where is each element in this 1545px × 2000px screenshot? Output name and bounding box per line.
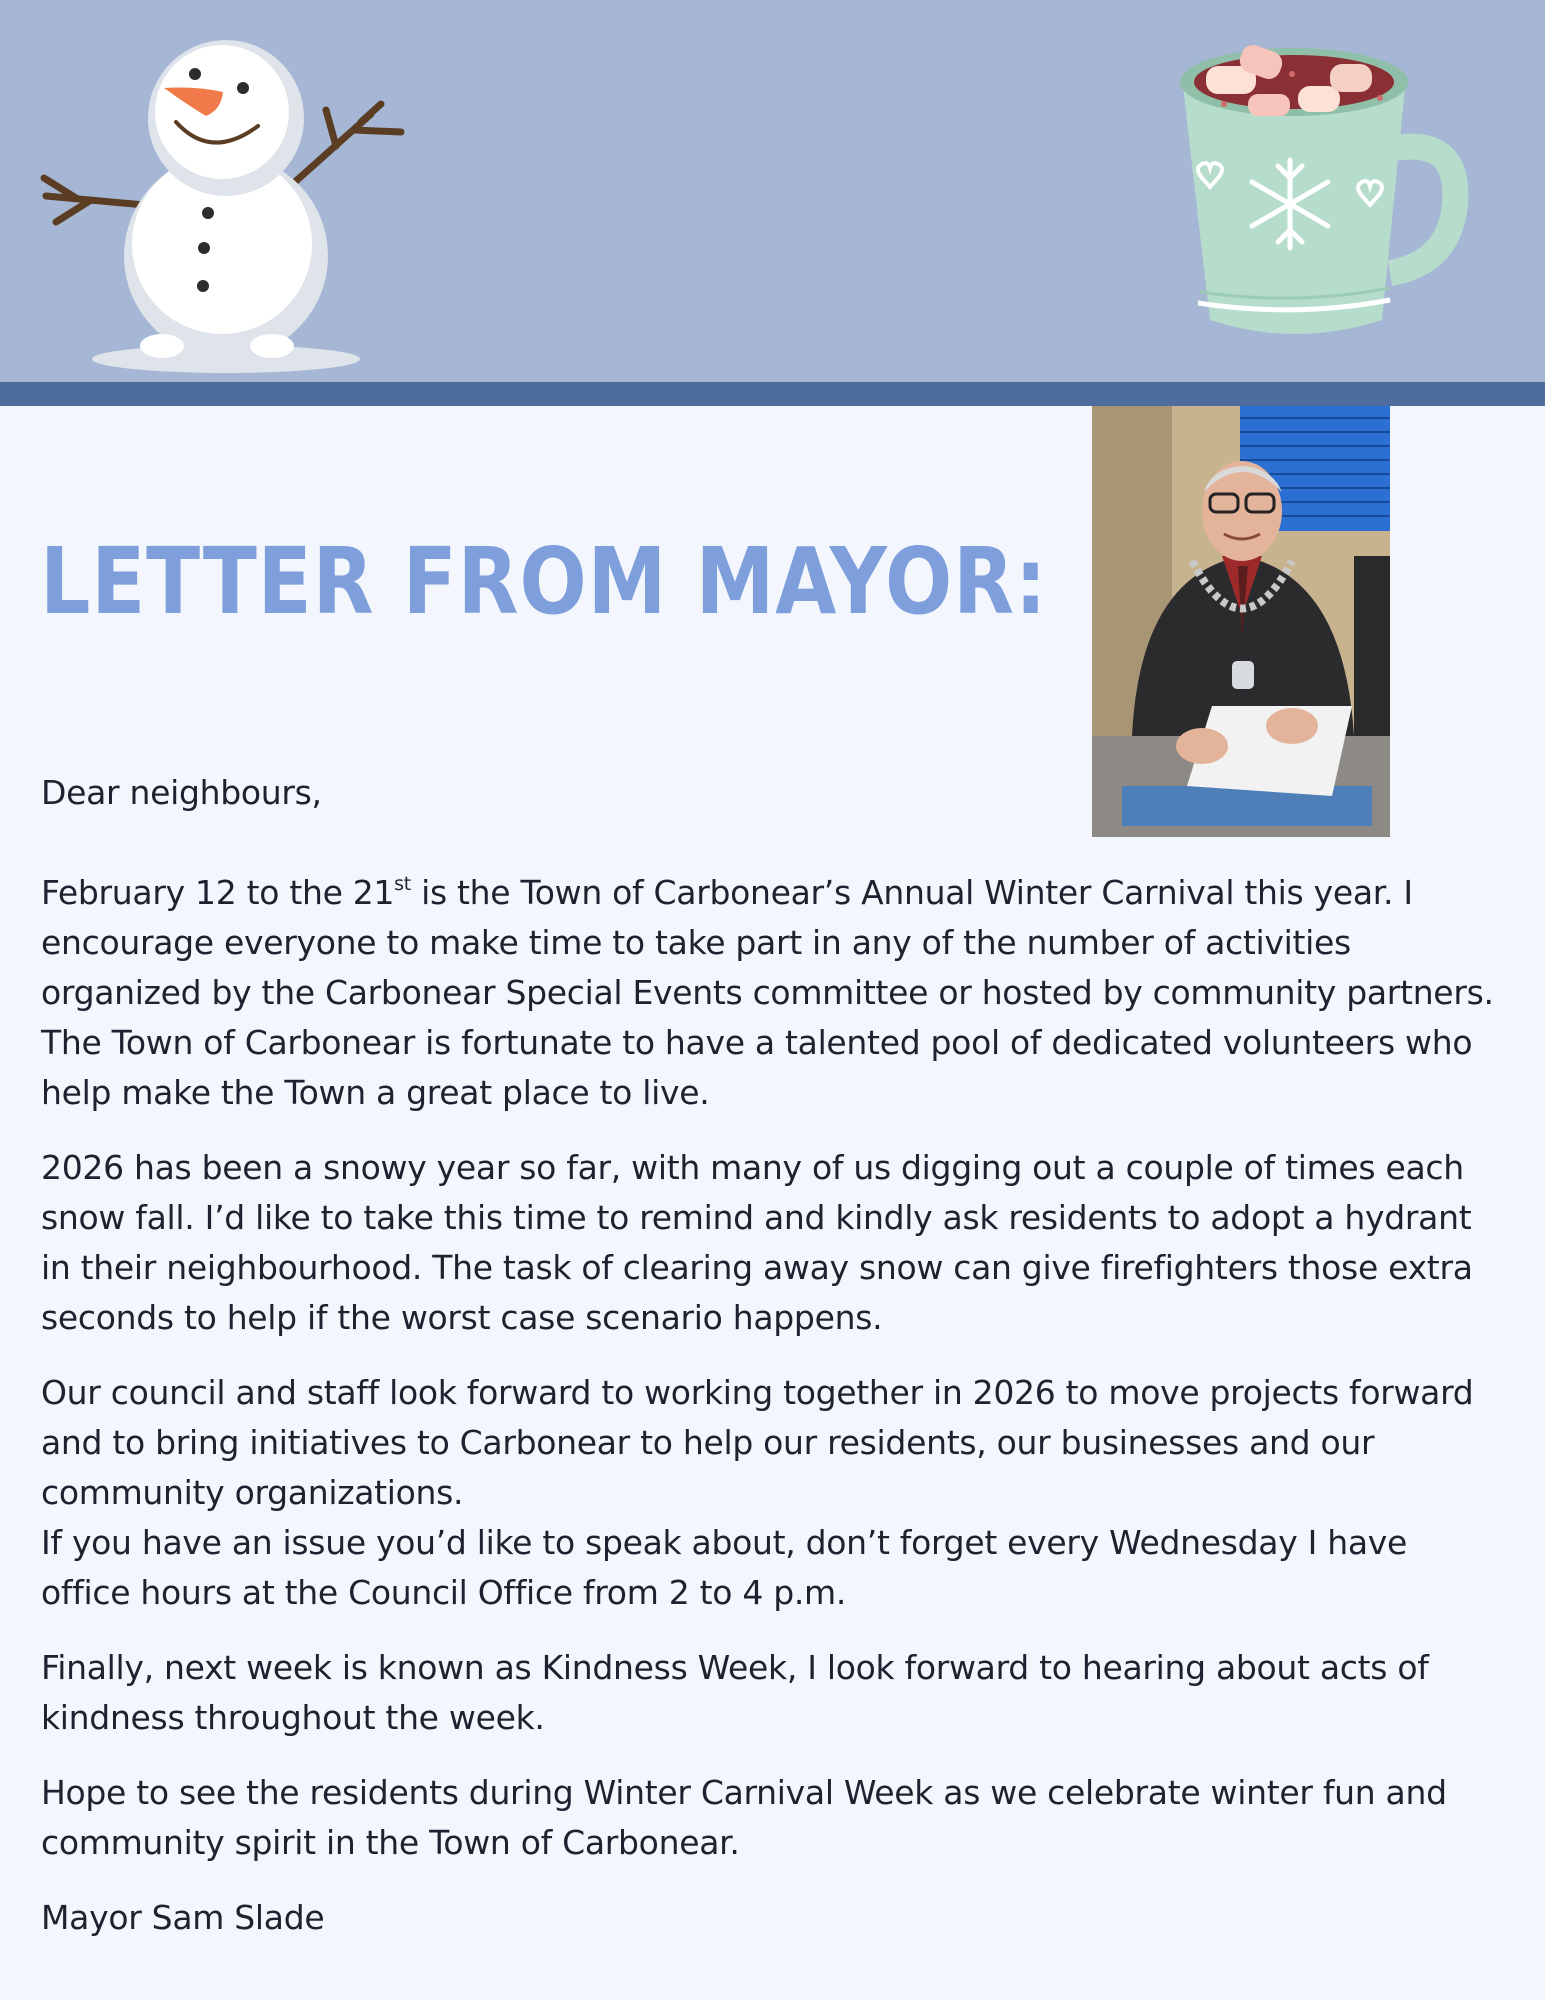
paragraph-carnival [41, 868, 1501, 1118]
hot-chocolate-mug-illustration [1150, 38, 1470, 348]
carnival-text: is the Town of Carbonear’s Annual Winter Carnival this year. I encourage everyone to make time to take part in any of the number of activities organized by the Carbonear Special Events committee or hosted by community partners. The Town of Carbonear is fortunate to have a talented pool of dedicated volunteers who help make the Town a great place to live. [41, 873, 1494, 1112]
carnival-dates-text: February 12 to the 21 [41, 873, 395, 912]
letter-body [41, 768, 1501, 1968]
ordinal-suffix: st [394, 873, 411, 895]
header-stripe [0, 382, 1545, 406]
page-title: LETTER FROM MAYOR: [40, 528, 1048, 635]
paragraph-closing: Hope to see the residents during Winter Carnival Week as we celebrate winter fun and community spirit in the Town of Carbonear. [41, 1773, 1447, 1862]
greeting: Dear neighbours, [41, 773, 322, 812]
paragraph-office-hours: If you have an issue you’d like to speak about, don’t forget every Wednesday I have office hours at the Council Office from 2 to 4 p.m. [41, 1523, 1408, 1612]
signature: Mayor Sam Slade [41, 1898, 325, 1937]
paragraph-hydrant: 2026 has been a snowy year so far, with many of us digging out a couple of times each snow fall. I’d like to take this time to remind and kindly ask residents to adopt a hydrant in their neighbourhood. The task of clearing away snow can give firefighters those extra seconds to help if the worst case scenario happens. [41, 1148, 1473, 1337]
paragraph-council: Our council and staff look forward to working together in 2026 to move projects forward and to bring initiatives to Carbonear to help our residents, our businesses and our community organizations. [41, 1373, 1474, 1512]
snowman-illustration [36, 26, 416, 376]
paragraph-kindness: Finally, next week is known as Kindness Week, I look forward to hearing about acts of kindness throughout the week. [41, 1648, 1429, 1737]
